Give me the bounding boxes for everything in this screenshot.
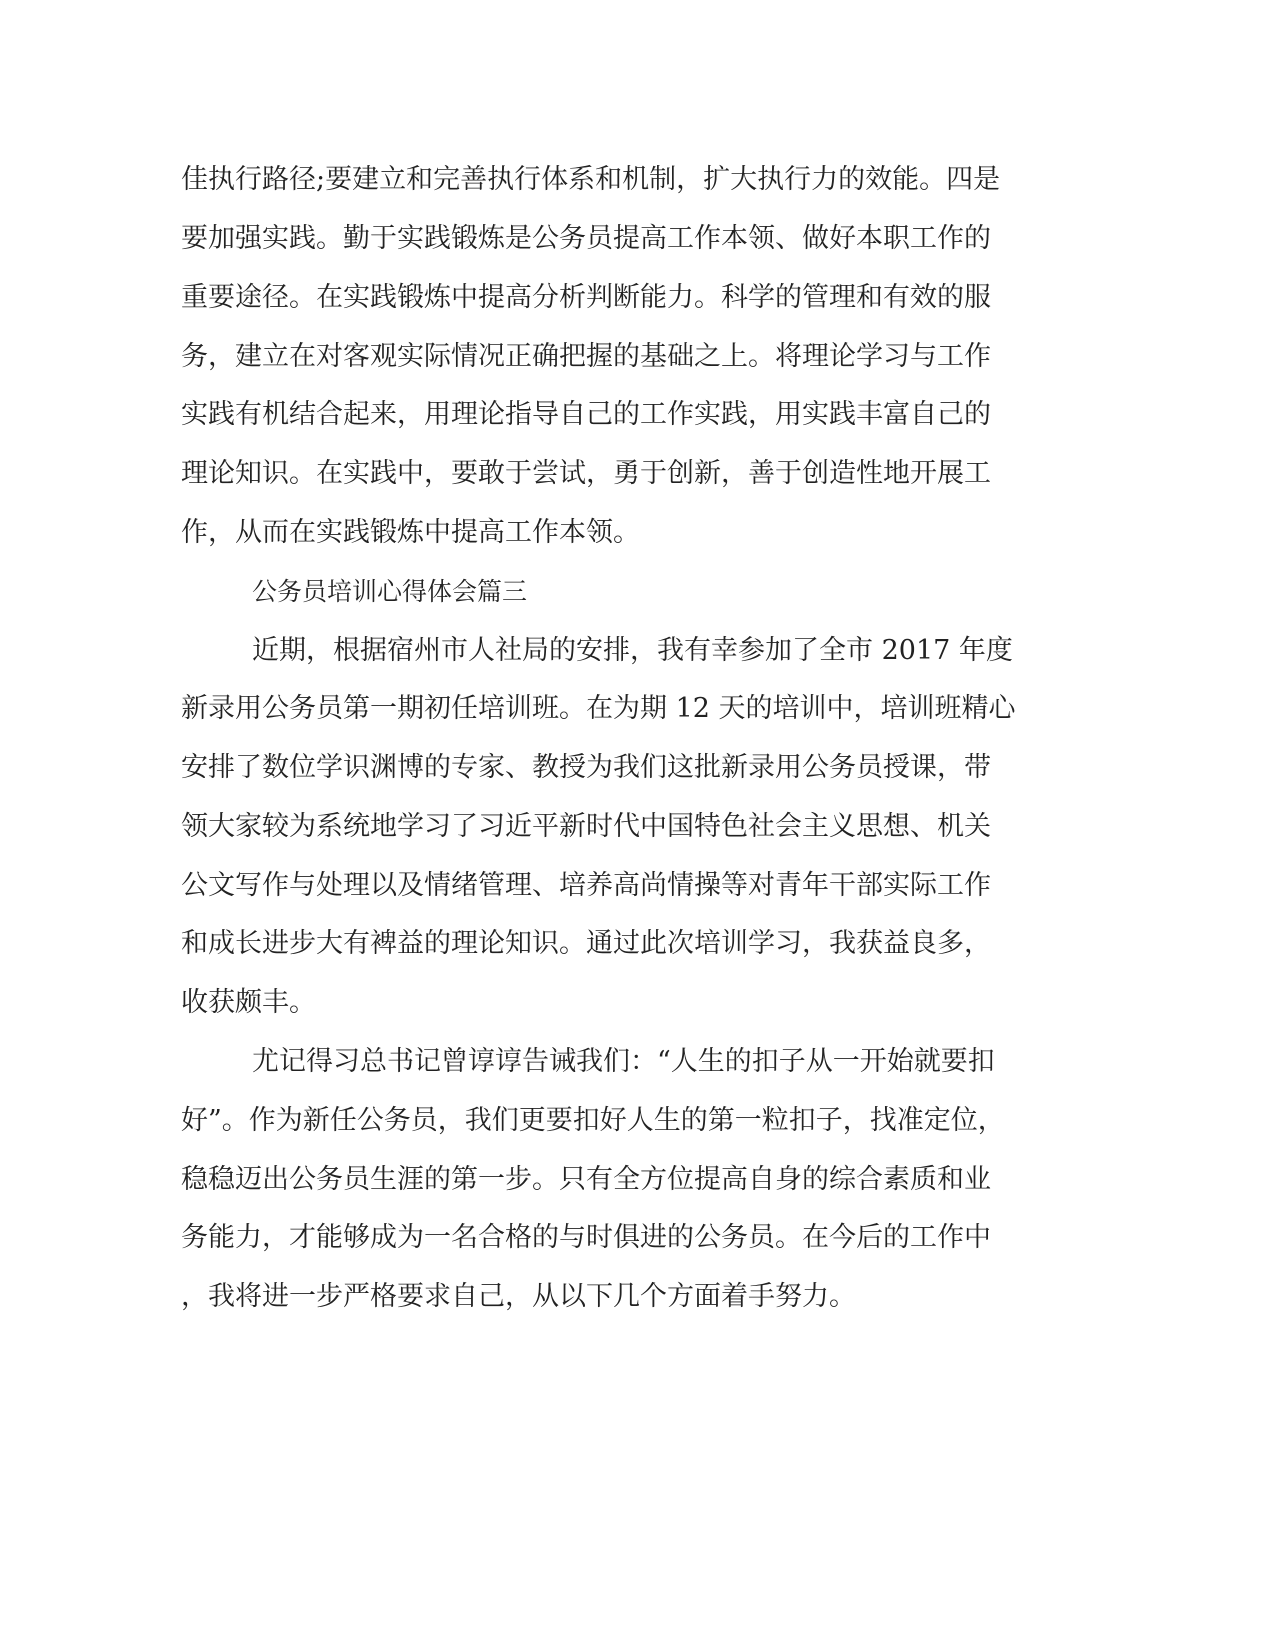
text-line: 公文写作与处理以及情绪管理、培养高尚情操等对青年干部实际工作 [181, 870, 991, 901]
text-line: 尤记得习总书记曾谆谆告诫我们：“人生的扣子从一开始就要扣 [252, 1046, 995, 1077]
text-line: 稳稳迈出公务员生涯的第一步。只有全方位提高自身的综合素质和业 [181, 1164, 991, 1195]
text-line: 安排了数位学识渊博的专家、教授为我们这批新录用公务员授课，带 [181, 752, 991, 783]
text-line: ，我将进一步严格要求自己，从以下几个方面着手努力。 [181, 1281, 856, 1312]
text-line: 实践有机结合起来，用理论指导自己的工作实践，用实践丰富自己的 [181, 399, 991, 430]
text-line: 要加强实践。勤于实践锻炼是公务员提高工作本领、做好本职工作的 [181, 223, 991, 254]
text-line: 近期，根据宿州市人社局的安排，我有幸参加了全市 2017 年度 [252, 635, 1013, 666]
text-line: 理论知识。在实践中，要敢于尝试，勇于创新，善于创造性地开展工 [181, 458, 991, 489]
text-line: 和成长进步大有裨益的理论知识。通过此次培训学习，我获益良多， [181, 928, 991, 959]
text-line: 好”。作为新任公务员，我们更要扣好人生的第一粒扣子，找准定位， [181, 1105, 1005, 1136]
text-line: 重要途径。在实践锻炼中提高分析判断能力。科学的管理和有效的服 [181, 282, 991, 313]
text-line: 收获颇丰。 [181, 987, 316, 1018]
text-line: 新录用公务员第一期初任培训班。在为期 12 天的培训中，培训班精心 [181, 693, 1016, 724]
text-line: 务，建立在对客观实际情况正确把握的基础之上。将理论学习与工作 [181, 341, 991, 372]
text-line: 作，从而在实践锻炼中提高工作本领。 [181, 517, 640, 548]
text-line: 佳执行路径;要建立和完善执行体系和机制，扩大执行力的效能。四是 [181, 164, 1001, 195]
text-line: 务能力，才能够成为一名合格的与时俱进的公务员。在今后的工作中 [181, 1222, 991, 1253]
text-line: 领大家较为系统地学习了习近平新时代中国特色社会主义思想、机关 [181, 811, 991, 842]
section-heading: 公务员培训心得体会篇三 [252, 577, 528, 606]
